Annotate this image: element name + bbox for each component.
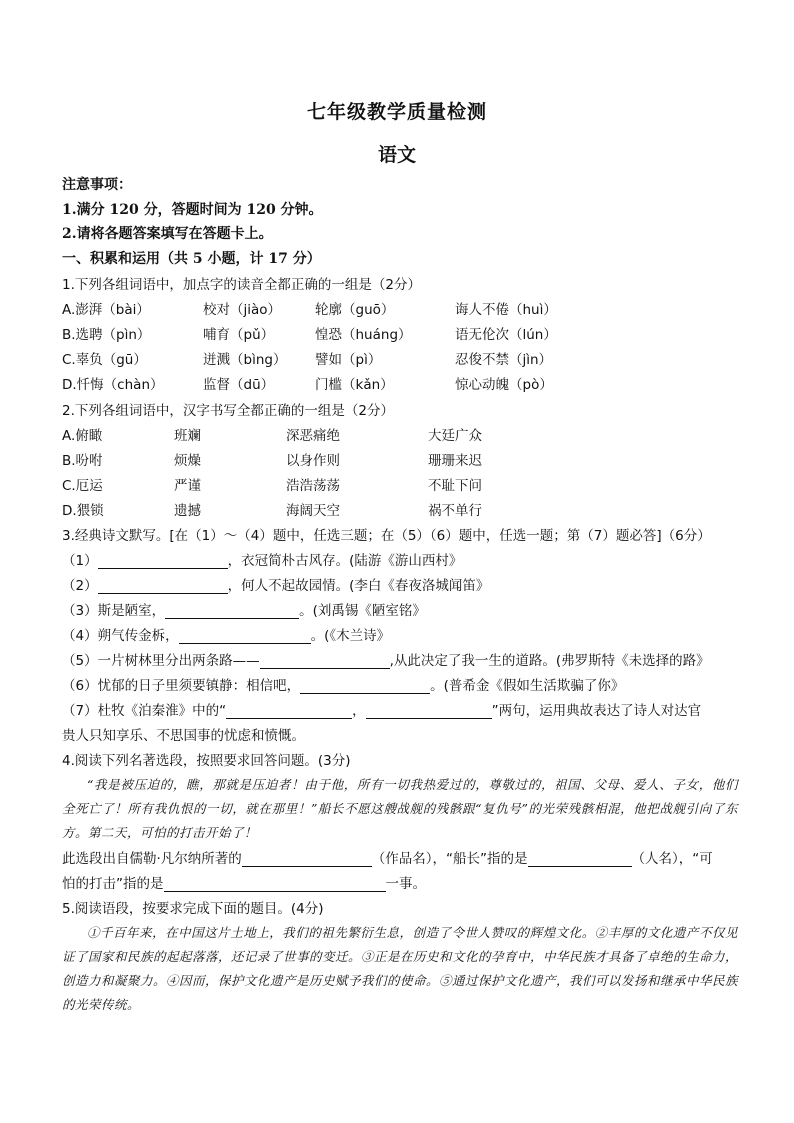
answer-blank[interactable] [165, 604, 299, 619]
q4-answer-line-2 [62, 872, 426, 892]
answer-blank[interactable] [300, 679, 430, 694]
q3-line-7-prefix: （7）杜牧《泊秦淮》中的“ [62, 703, 227, 719]
q3-line-6-text: 。(普希金《假如生活欺骗了你》 [430, 678, 625, 694]
answer-blank[interactable] [98, 579, 228, 594]
q2-option-word: 烦燥 [174, 453, 201, 469]
q3-line-7 [62, 699, 701, 719]
answer-blank[interactable] [179, 629, 311, 644]
q2-option-word: 浩浩荡荡 [286, 478, 340, 494]
q1-option-word: 惊心动魄（pò） [455, 377, 553, 393]
section-heading: 一、积累和运用（共 5 小题，计 17 分） [62, 251, 321, 267]
q2-option-row [62, 449, 742, 469]
q1-option-word: 诲人不倦（huì） [455, 302, 557, 318]
q5-stem: 5.阅读语段，按要求完成下面的题目。(4分) [62, 901, 324, 917]
q2-option-word: 不耻下问 [428, 478, 482, 494]
answer-blank[interactable] [528, 852, 632, 867]
notice-item-1: 1.满分 120 分，答题时间为 120 分钟。 [62, 202, 323, 218]
q3-line-4-text: 。(《木兰诗》 [310, 628, 391, 644]
q2-option-word: 深恶痛绝 [286, 428, 340, 444]
q3-line-1-text: ，衣冠简朴古风存。(陆游《游山西村》 [227, 553, 463, 569]
q3-line-4-prefix: （4）朔气传金柝， [62, 628, 179, 644]
q1-option-label: A.澎湃（bài） [62, 302, 150, 318]
q3-line-1 [62, 549, 462, 569]
q2-option-word: 祸不单行 [428, 503, 482, 519]
q1-option-word: 监督（dū） [203, 377, 275, 393]
q1-option-label: B.选聘（pìn） [62, 327, 151, 343]
q1-option-word: 惶恐（huáng） [315, 327, 412, 343]
q3-line-3 [62, 599, 426, 619]
q2-option-word: 海阔天空 [286, 503, 340, 519]
answer-blank[interactable] [260, 654, 390, 669]
q2-option-row [62, 474, 742, 494]
q2-option-label: B.吩咐 [62, 453, 103, 469]
answer-blank[interactable] [98, 554, 228, 569]
q4-answer-tail: （人名），“可 [631, 851, 713, 867]
q1-option-word: 语无伦次（lún） [455, 327, 557, 343]
q1-stem: 1.下列各组词语中，加点字的读音全都正确的一组是（2分） [62, 277, 421, 293]
q2-stem: 2.下列各组词语中，汉字书写全都正确的一组是（2分） [62, 403, 394, 419]
answer-blank[interactable] [366, 704, 492, 719]
q2-option-row [62, 424, 742, 444]
q1-option-row [62, 348, 742, 368]
q3-line-4 [62, 624, 390, 644]
q2-option-label: D.猥锁 [62, 503, 104, 519]
q3-line-3-prefix: （3）斯是陋室， [62, 603, 166, 619]
q3-stem: 3.经典诗文默写。[在（1）～（4）题中，任选三题；在（5）（6）题中，任选一题；第（7）题必答]（6分） [62, 528, 711, 544]
q1-option-row [62, 373, 742, 393]
answer-blank[interactable] [242, 852, 372, 867]
q1-option-word: 譬如（pì） [315, 352, 382, 368]
q1-option-word: 哺育（pǔ） [203, 327, 275, 343]
q2-option-word: 遗撼 [174, 503, 201, 519]
q1-option-label: D.忏悔（chàn） [62, 377, 164, 393]
q3-line-7-text: ”两句，运用典故表达了诗人对达官 [491, 703, 702, 719]
answer-blank[interactable] [164, 877, 386, 892]
q2-option-row [62, 499, 742, 519]
q2-option-label: A.俯瞰 [62, 428, 103, 444]
q1-option-word: 轮廓（guō） [315, 302, 395, 318]
answer-blank[interactable] [226, 704, 352, 719]
q4-stem: 4.阅读下列名著选段，按照要求回答问题。(3分) [62, 753, 351, 769]
q3-line-2 [62, 574, 489, 594]
notice-item-2: 2.请将各题答案填写在答题卡上。 [62, 226, 273, 242]
q4-answer-prefix: 此选段出自儒勒·凡尔纳所著的 [62, 851, 242, 867]
q3-line-3-text: 。(刘禹锡《陋室铭》 [299, 603, 426, 619]
q3-line-5-prefix: （5）一片树林里分出两条路—— [62, 653, 260, 669]
q4-answer-prefix-2: 怕的打击”指的是 [62, 876, 164, 892]
subject-title: 语文 [377, 144, 416, 166]
q1-option-label: C.辜负（gū） [62, 352, 147, 368]
q4-answer-mid: （作品名），“船长”指的是 [371, 851, 528, 867]
notice-heading: 注意事项： [62, 177, 132, 193]
q2-option-word: 严谨 [174, 478, 201, 494]
q5-passage: ①千百年来，在中国这片土地上，我们的祖先繁衍生息，创造了令世人赞叹的辉煌文化。②丰厚的文化遗产不仅见证了国家和民族的起起落落，还记录了世事的变迁。③正是在历史和文化的孕育中，中华民族才具备了卓绝的生命力，创造力和凝聚力。④因而，保护文化遗产是历史赋予我们的使命。⑤通过保护文化遗产，我们可以发扬和继承中华民族的光荣传统。 [62, 925, 739, 1012]
q1-option-row [62, 323, 742, 343]
q1-option-word: 门槛（kǎn） [315, 377, 394, 393]
q3-line-5 [62, 649, 710, 669]
q3-line-7-comma: ， [352, 703, 366, 719]
q4-answer-suffix: 一事。 [385, 876, 426, 892]
q3-line-1-prefix: （1） [62, 553, 98, 569]
q2-option-word: 大廷广众 [428, 428, 482, 444]
q1-option-word: 校对（jiào） [203, 302, 282, 318]
q3-line-6-prefix: （6）忧郁的日子里须要镇静：相信吧， [62, 678, 301, 694]
q2-option-label: C.厄运 [62, 478, 103, 494]
q3-line-5-text: ,从此决定了我一生的道路。(弗罗斯特《未选择的路》 [389, 653, 710, 669]
q3-line-7-cont: 贵人只知享乐、不思国事的忧虑和愤慨。 [62, 728, 305, 744]
q4-passage: “我是被压迫的，瞧，那就是压迫者！由于他，所有一切我热爱过的，尊敬过的，祖国、父母、爱人、子女，他们全死亡了！所有我仇恨的一切，就在那里！”船长不愿这艘战舰的残骸跟“复仇号”的光荣残骸相混，他把战舰引向了东方。第二天，可怕的打击开始了！ [62, 777, 738, 840]
q3-line-2-prefix: （2） [62, 578, 98, 594]
q3-line-6 [62, 674, 624, 694]
q2-option-word: 以身作则 [286, 453, 340, 469]
q4-answer-line-1 [62, 847, 713, 867]
q1-option-word: 忍俊不禁（jìn） [455, 352, 553, 368]
exam-title: 七年级教学质量检测 [306, 101, 487, 123]
q2-option-word: 珊珊来迟 [428, 453, 482, 469]
q2-option-word: 班斓 [174, 428, 201, 444]
q3-line-2-text: ，何人不起故园情。(李白《春夜洛城闻笛》 [227, 578, 490, 594]
q1-option-row [62, 298, 742, 318]
q1-option-word: 迸溅（bìng） [203, 352, 287, 368]
